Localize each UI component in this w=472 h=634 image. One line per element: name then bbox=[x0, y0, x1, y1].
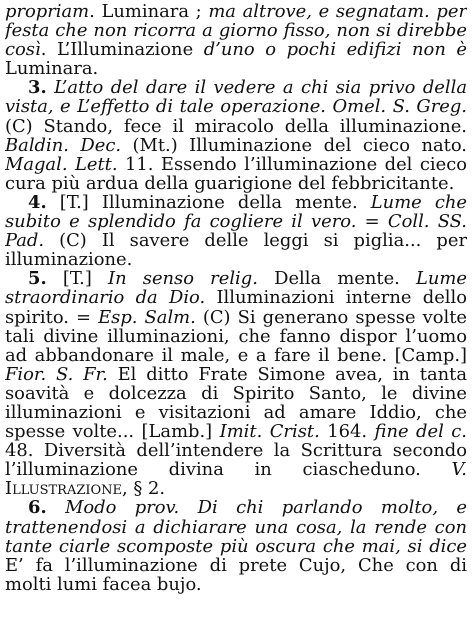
entry-sense-5 bbox=[5, 269, 467, 498]
italic-run: d’uno o pochi edifizi non è bbox=[203, 39, 467, 61]
italic-run: V. bbox=[451, 459, 467, 481]
italic-run: fine del c. bbox=[374, 421, 467, 443]
text-run: 48. Diversità dell’intendere la Scrittura secondo l’illuminazione divina in ciascheduno. bbox=[5, 440, 467, 481]
italic-run: Imit. Crist. bbox=[219, 421, 320, 443]
italic-run: Magal. Lett. bbox=[5, 153, 118, 175]
dictionary-page bbox=[5, 2, 467, 632]
italic-run: ma altrove, e segnatam. per festa che non ricorra a giorno fisso, non si direbbe così bbox=[5, 2, 467, 61]
text-run: (C) Stando, fece il miracolo della illuminazione. bbox=[5, 115, 467, 137]
text-run bbox=[47, 497, 65, 518]
text-run: , § 2. bbox=[122, 478, 166, 500]
text-run: (C) Il savere delle leggi si piglia... per illuminazione. bbox=[5, 230, 467, 271]
text-run: [T.] Illuminazione della mente. bbox=[46, 191, 371, 213]
entry-continuation bbox=[5, 2, 467, 78]
italic-run: Fior. S. Fr. bbox=[5, 363, 108, 385]
italic-run: Lume che subito e splendido fa cogliere il vero. = Coll. SS. Pad. bbox=[5, 191, 467, 252]
sense-number: 4. bbox=[28, 191, 47, 213]
text-run: E’ fa l’illuminazione di prete Cujo, Che con di molti lumi facea bujo. bbox=[5, 554, 467, 595]
small-caps-run: Illustrazione bbox=[5, 478, 123, 500]
text-run: (C) Si generano spesse volte tali divine illuminazioni, che fanno dispor l’uomo ad abbandonare il male, e a fare il bene. [Camp.] bbox=[5, 306, 467, 366]
italic-run: Modo prov. Di chi parlando molto, e trattenendosi a dichiarare una cosa, la rende con tante ciarle scomposte più oscura che mai, si dice bbox=[5, 497, 467, 557]
italic-run: L’atto del dare il vedere a chi sia privo della vista, e L’effetto di tale operazione. Omel. S. Greg. bbox=[5, 77, 467, 118]
sense-number: 6. bbox=[28, 497, 47, 519]
text-run: 11. Essendo l’illuminazione del cieco cura più ardua della guarigione del febbricitante. bbox=[5, 153, 467, 194]
text-run: Della mente. bbox=[257, 268, 417, 290]
text-run: . L’Illuminazione bbox=[40, 39, 204, 61]
text-run: 164. bbox=[319, 421, 375, 443]
text-run: El ditto Frate Simone avea, in tanta soavità e dolcezza di Spirito Santo, le divine illuminazioni e visitazioni ad amare Iddio, che spesse volte... [Lamb.] bbox=[5, 363, 467, 443]
italic-run: In senso relig. bbox=[108, 268, 258, 290]
text-run: Illuminazioni interne dello spirito. bbox=[5, 287, 467, 328]
italic-run: = Esp. Salm. bbox=[76, 306, 196, 328]
entry-sense-3 bbox=[5, 78, 467, 193]
text-run: . Luminara ; bbox=[89, 2, 209, 22]
entry-sense-6 bbox=[5, 498, 467, 593]
sense-number: 3. bbox=[28, 77, 47, 99]
italic-run: Baldin. Dec. bbox=[5, 134, 122, 156]
italic-run: Lume straordinario da Dio. bbox=[5, 268, 467, 309]
sense-number: 5. bbox=[28, 268, 47, 290]
text-run: (Mt.) Illuminazione del cieco nato. bbox=[121, 134, 467, 156]
italic-run: propriam bbox=[5, 2, 90, 22]
text-run: Luminara. bbox=[5, 58, 99, 80]
text-run: [T.] bbox=[46, 268, 108, 290]
entry-sense-4 bbox=[5, 193, 467, 269]
